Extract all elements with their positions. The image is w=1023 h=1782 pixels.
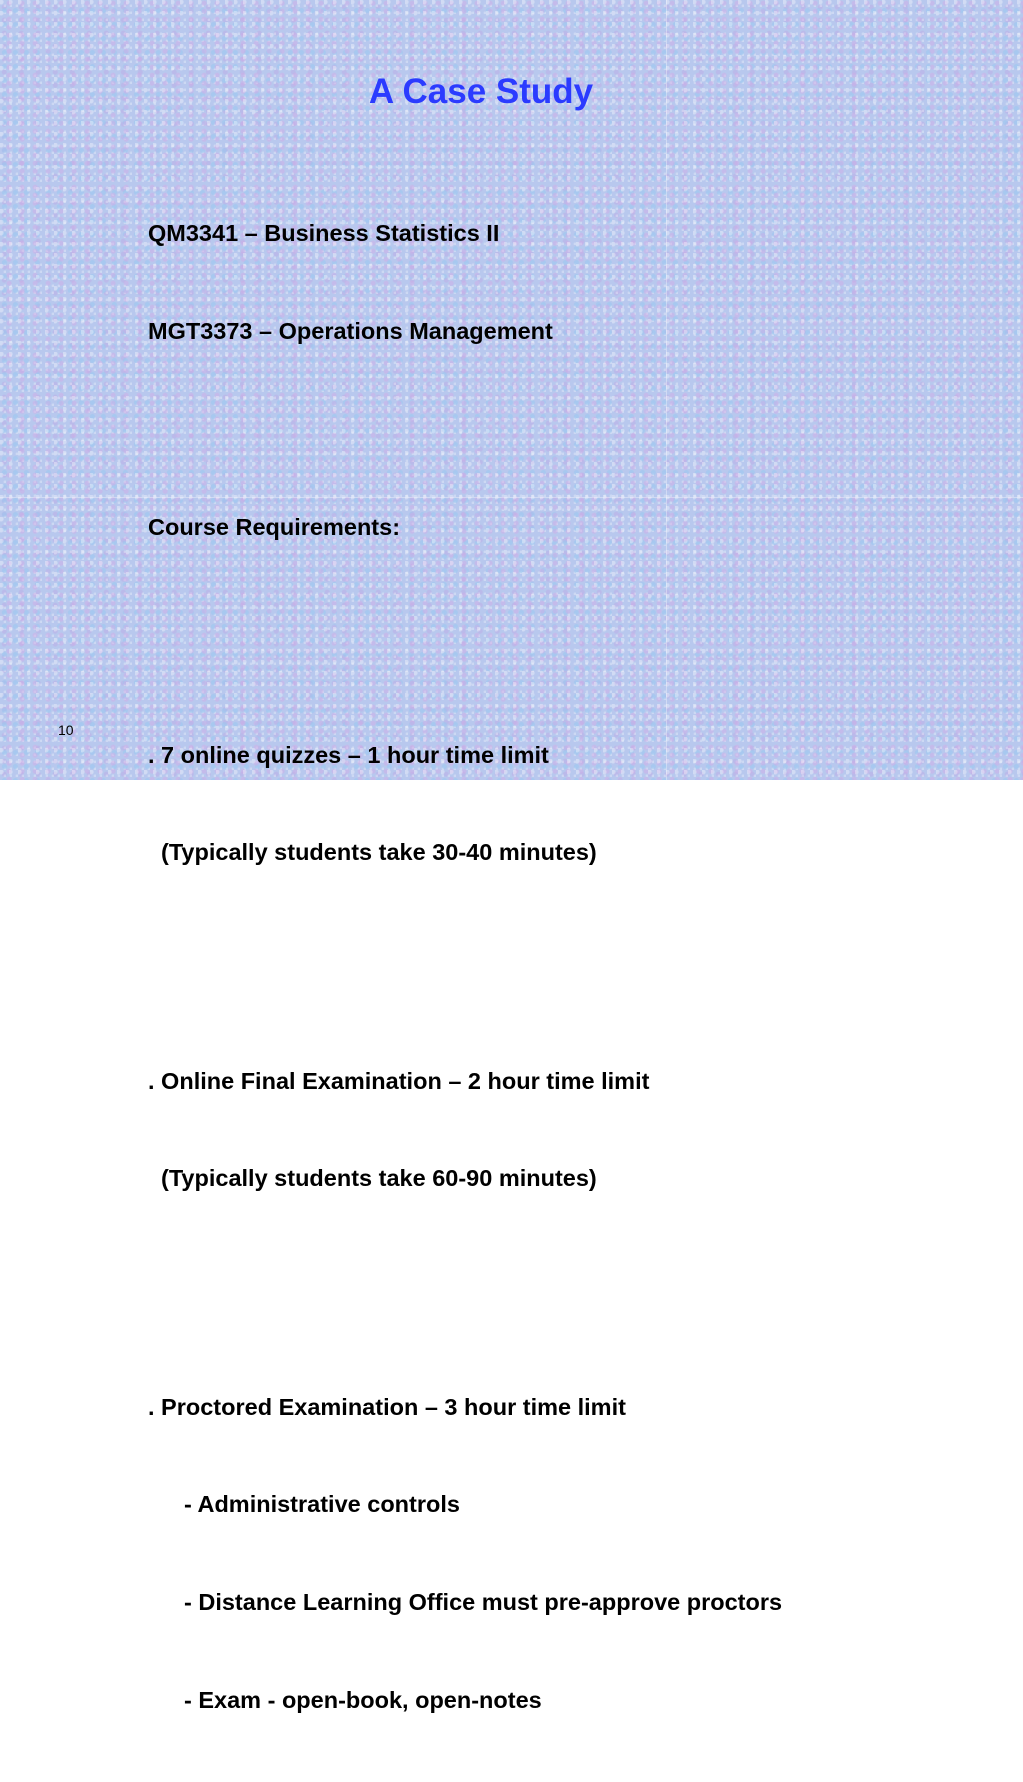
requirement-item: . Online Final Examination – 2 hour time limit xyxy=(148,1067,650,1094)
spacer xyxy=(148,413,782,446)
requirements-heading: Course Requirements: xyxy=(148,513,401,540)
requirement-note: (Typically students take 60-90 minutes) xyxy=(161,1165,597,1192)
requirement-subitem: - Exam - open-book, open-notes xyxy=(184,1686,542,1713)
course-line: QM3341 – Business Statistics II xyxy=(148,220,500,247)
requirement-item: . 7 online quizzes – 1 hour time limit xyxy=(148,741,549,768)
requirement-subitem: - Distance Learning Office must pre-approve proctors xyxy=(184,1589,783,1616)
requirement-item: . Proctored Examination – 3 hour time limit xyxy=(148,1393,626,1420)
slide-body xyxy=(148,152,782,1782)
spacer xyxy=(148,608,782,641)
slide-title: A Case Study xyxy=(368,72,594,111)
spacer xyxy=(148,1260,782,1293)
requirement-note: (Typically students take 30-40 minutes) xyxy=(161,839,597,866)
spacer xyxy=(148,934,782,967)
course-line: MGT3373 – Operations Management xyxy=(148,317,553,344)
requirement-subitem: - Administrative controls xyxy=(184,1491,460,1518)
page-number: 10 xyxy=(58,722,74,738)
